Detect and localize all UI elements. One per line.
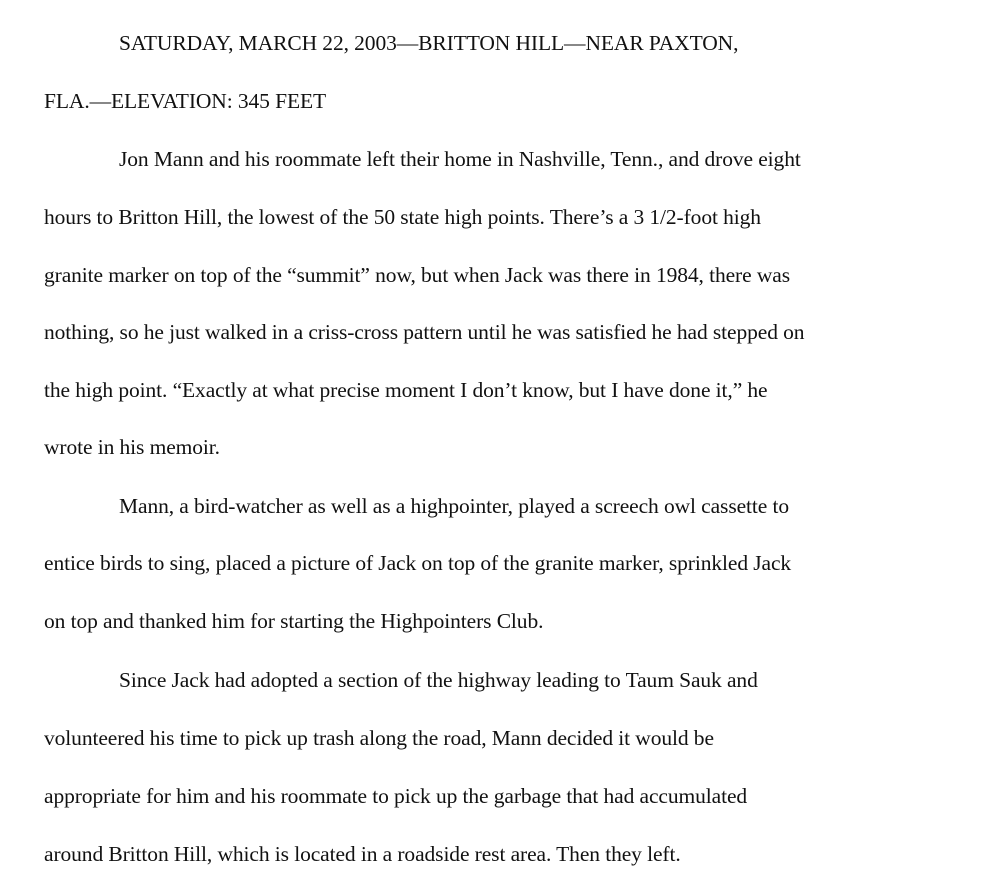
- paragraph-line: on top and thanked him for starting the Highpointers Club.: [44, 609, 544, 633]
- paragraph-line: around Britton Hill, which is located in a roadside rest area. Then they left.: [44, 842, 681, 866]
- heading-line-1: SATURDAY, MARCH 22, 2003—BRITTON HILL—NEAR PAXTON,: [119, 31, 739, 55]
- heading-line-2: FLA.—ELEVATION: 345 FEET: [44, 89, 327, 113]
- paragraph-line: appropriate for him and his roommate to pick up the garbage that had accumulated: [44, 784, 748, 808]
- paragraph-line: Jon Mann and his roommate left their home in Nashville, Tenn., and drove eight: [119, 147, 801, 171]
- paragraph-line: wrote in his memoir.: [44, 435, 220, 459]
- paragraph-line: nothing, so he just walked in a criss-cross pattern until he was satisfied he had stepped on: [44, 320, 805, 344]
- paragraph-line: entice birds to sing, placed a picture of Jack on top of the granite marker, sprinkled Jack: [44, 551, 792, 575]
- paragraph-line: hours to Britton Hill, the lowest of the 50 state high points. There’s a 3 1/2-foot high: [44, 205, 761, 229]
- paragraph-line: volunteered his time to pick up trash along the road, Mann decided it would be: [44, 726, 714, 750]
- paragraph-line: Since Jack had adopted a section of the highway leading to Taum Sauk and: [119, 668, 758, 692]
- paragraph-line: granite marker on top of the “summit” now, but when Jack was there in 1984, there was: [44, 263, 790, 287]
- paragraph-line: Mann, a bird-watcher as well as a highpointer, played a screech owl cassette to: [119, 494, 790, 518]
- paragraph-line: the high point. “Exactly at what precise moment I don’t know, but I have done it,” he: [44, 378, 768, 402]
